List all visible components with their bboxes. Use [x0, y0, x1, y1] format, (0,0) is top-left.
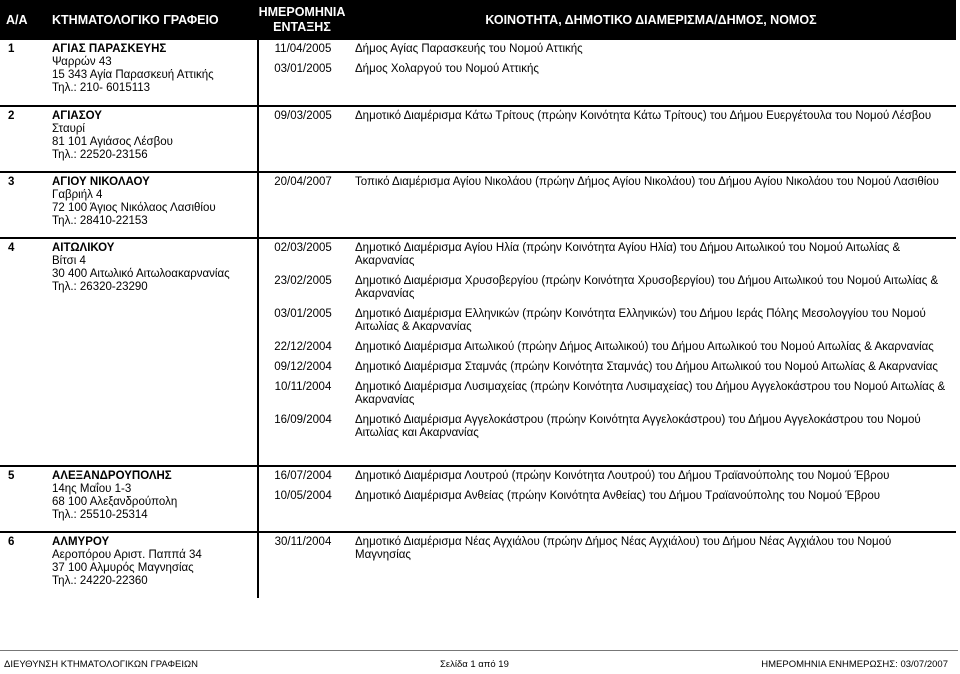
entry-spacer: [259, 354, 950, 361]
entry-description: Δημοτικό Διαμέρισμα Αιτωλικού (πρώην Δήμος Αιτωλικού) του Δήμου Αιτωλικού του Νομού Αιτωλίας & Ακαρνανίας: [355, 341, 934, 353]
list-item: [259, 490, 950, 503]
entry-description: Τοπικό Διαμέρισμα Αγίου Νικολάου (πρώην Δήμος Αγίου Νικολάου) του Δήμου Αγίου Νικολάου του Νομού Λασιθίου: [355, 176, 939, 188]
entry-date: 23/02/2005: [274, 275, 332, 287]
row-number: 2: [0, 106, 46, 172]
list-item: [259, 341, 950, 354]
list-item: [259, 414, 950, 440]
office-name: ΑΛΕΞΑΝΔΡΟΥΠΟΛΗΣ: [52, 470, 172, 482]
entry-description: Δημοτικό Διαμέρισμα Χρυσοβεργίου (πρώην Κοινότητα Χρυσοβεργίου) του Δήμου Αιτωλικού του Νομού Αιτωλίας & Ακαρνανίας: [355, 275, 939, 300]
office-cell: [46, 238, 258, 466]
list-item: [259, 63, 950, 76]
entry-description: Δήμος Χολαργού του Νομού Αττικής: [355, 63, 539, 75]
list-item: [259, 176, 950, 189]
list-item: [259, 381, 950, 407]
office-address-line: 14ης Μαΐου 1-3: [52, 483, 132, 495]
entry-spacer: [259, 374, 950, 381]
entry-spacer: [259, 334, 950, 341]
header-date-community: [258, 0, 956, 40]
office-name: ΑΓΙΟΥ ΝΙΚΟΛΑΟΥ: [52, 176, 150, 188]
entry-description: Δημοτικό Διαμέρισμα Σταμνάς (πρώην Κοινότητα Σταμνάς) του Δήμου Αιτωλικού του Νομού Αιτωλίας & Ακαρνανίας: [355, 361, 938, 373]
header-date-line1: ΗΜΕΡΟΜΗΝΙΑ: [258, 5, 346, 19]
office-name: ΑΛΜΥΡΟΥ: [52, 536, 110, 548]
list-item: [259, 470, 950, 483]
entry-date: 16/09/2004: [274, 414, 332, 426]
list-item: [259, 43, 950, 56]
office-cell: [46, 172, 258, 238]
entry-spacer: [259, 483, 950, 490]
entry-date: 09/12/2004: [274, 361, 332, 373]
entries-cell: [258, 106, 956, 172]
row-number: 1: [8, 43, 15, 55]
office-cell: [46, 532, 258, 598]
table-body: [0, 40, 956, 598]
office-address-line: Τηλ.: 28410-22153: [52, 215, 148, 227]
office-name: ΑΙΤΩΛΙΚΟΥ: [52, 242, 115, 254]
table-header-row: [0, 0, 956, 40]
entry-spacer: [259, 407, 950, 414]
entry-date: 11/04/2005: [274, 43, 332, 55]
list-item: [259, 275, 950, 301]
office-address-line: Ψαρρών 43: [52, 56, 112, 68]
entry-description: Δημοτικό Διαμέρισμα Ανθείας (πρώην Κοινότητα Ανθείας) του Δήμου Τραϊανούπολης του Νομού Έβρου: [355, 490, 881, 502]
table-row: [0, 106, 956, 172]
entry-date: 10/05/2004: [274, 490, 332, 502]
entry-date: 20/04/2007: [274, 176, 332, 188]
list-item: [259, 536, 950, 562]
office-address-line: Τηλ.: 22520-23156: [52, 149, 148, 161]
entry-spacer: [259, 56, 950, 63]
footer-department: ΔΙΕΥΘΥΝΣΗ ΚΤΗΜΑΤΟΛΟΓΙΚΩΝ ΓΡΑΦΕΙΩΝ: [4, 659, 198, 670]
entry-spacer: [259, 268, 950, 275]
office-cell: [46, 40, 258, 106]
row-number: 3: [0, 172, 46, 238]
entry-date: 30/11/2004: [274, 536, 332, 548]
entry-date: 03/01/2005: [274, 63, 332, 75]
list-item: [259, 242, 950, 268]
entry-description: Δημοτικό Διαμέρισμα Αγίου Ηλία (πρώην Κοινότητα Αγίου Ηλία) του Δήμου Αιτωλικού του Νομού Αιτωλίας & Ακαρνανίας: [355, 242, 901, 267]
entry-date: 09/03/2005: [274, 110, 332, 122]
office-address-line: Τηλ.: 210- 6015113: [52, 82, 151, 94]
office-address-line: 30 400 Αιτωλικό Αιτωλοακαρνανίας: [52, 268, 230, 280]
footer-page-number: Σελίδα 1 από 19: [440, 659, 509, 670]
table-row: [0, 172, 956, 238]
entry-description: Δήμος Αγίας Παρασκευής του Νομού Αττικής: [355, 43, 583, 55]
office-address-line: Βίτσι 4: [52, 255, 86, 267]
row-number: 6: [0, 532, 46, 598]
entry-date: 22/12/2004: [274, 341, 332, 353]
entry-date: 02/03/2005: [274, 242, 332, 254]
list-item: [259, 361, 950, 374]
list-item: [259, 308, 950, 334]
entry-description: Δημοτικό Διαμέρισμα Ελληνικών (πρώην Κοινότητα Ελληνικών) του Δήμου Ιεράς Πόλης Μεσολογγίου του Νομού Αιτωλίας & Ακαρνανίας: [355, 308, 926, 333]
office-name: ΑΓΙΑΣΟΥ: [52, 110, 102, 122]
office-cell: [46, 466, 258, 532]
table-row: [0, 532, 956, 598]
entry-description: Δημοτικό Διαμέρισμα Αγγελοκάστρου (πρώην Κοινότητα Αγγελοκάστρου) του Δήμου Αγγελοκάστρου του Νομού Αιτωλίας και Ακαρνανίας: [355, 414, 921, 439]
entries-cell: [258, 466, 956, 532]
table-row: [0, 466, 956, 532]
entries-cell: [258, 40, 956, 106]
entry-description: Δημοτικό Διαμέρισμα Λουτρού (πρώην Κοινότητα Λουτρού) του Δήμου Τραϊανούπολης του Νομού Έβρου: [355, 470, 890, 482]
page-footer: [0, 656, 960, 672]
office-address-line: Τηλ.: 24220-22360: [52, 575, 148, 587]
header-date: [258, 5, 346, 35]
office-address-line: 68 100 Αλεξανδρούπολη: [52, 496, 178, 508]
entry-description: Δημοτικό Διαμέρισμα Κάτω Τρίτους (πρώην Κοινότητα Κάτω Τρίτους) του Δήμου Ευεργέτουλα του Νομού Λέσβου: [355, 110, 932, 122]
entry-date: 03/01/2005: [274, 308, 332, 320]
entry-description: Δημοτικό Διαμέρισμα Λυσιμαχείας (πρώην Κοινότητα Λυσιμαχείας) του Δήμου Αγγελοκάστρου του Νομού Αιτωλίας & Ακαρνανίας: [355, 381, 946, 406]
office-address-line: 37 100 Αλμυρός Μαγνησίας: [52, 562, 194, 574]
list-item: [259, 110, 950, 123]
office-address-line: 81 101 Αγιάσος Λέσβου: [52, 136, 173, 148]
table-row: [0, 238, 956, 466]
row-number: 5: [0, 466, 46, 532]
office-address-line: 72 100 Άγιος Νικόλαος Λασιθίου: [52, 202, 216, 214]
office-address-line: Σταυρί: [52, 123, 85, 135]
office-address-line: 15 343 Αγία Παρασκευή Αττικής: [52, 69, 214, 81]
header-date-line2: ΕΝΤΑΞΗΣ: [273, 20, 331, 34]
header-office: ΚΤΗΜΑΤΟΛΟΓΙΚΟ ΓΡΑΦΕΙΟ: [46, 0, 258, 40]
office-name: ΑΓΙΑΣ ΠΑΡΑΣΚΕΥΗΣ: [52, 43, 167, 55]
entries-cell: [258, 532, 956, 598]
office-address-line: Τηλ.: 26320-23290: [52, 281, 148, 293]
office-address-line: Τηλ.: 25510-25314: [52, 509, 148, 521]
header-community: ΚΟΙΝΟΤΗΤΑ, ΔΗΜΟΤΙΚΟ ΔΙΑΜΕΡΙΣΜΑ/ΔΗΜΟΣ, ΝΟΜΟΣ: [485, 13, 817, 27]
footer-rule: [0, 650, 958, 651]
entry-date: 10/11/2004: [274, 381, 332, 393]
entry-description: Δημοτικό Διαμέρισμα Νέας Αγχιάλου (πρώην Δήμος Νέας Αγχιάλου) του Δήμου Νέας Αγχιάλου του Νομού Μαγνησίας: [355, 536, 892, 561]
table-row: [0, 40, 956, 106]
entries-cell: [258, 238, 956, 466]
entry-spacer: [259, 301, 950, 308]
header-aa: Α/Α: [0, 0, 46, 40]
entry-date: 16/07/2004: [274, 470, 332, 482]
row-number: 4: [0, 238, 46, 466]
office-cell: [46, 106, 258, 172]
office-address-line: Αεροπόρου Αριστ. Παππά 34: [52, 549, 202, 561]
footer-update-date: ΗΜΕΡΟΜΗΝΙΑ ΕΝΗΜΕΡΩΣΗΣ: 03/07/2007: [761, 659, 948, 670]
office-address-line: Γαβριήλ 4: [52, 189, 103, 201]
entries-cell: [258, 172, 956, 238]
